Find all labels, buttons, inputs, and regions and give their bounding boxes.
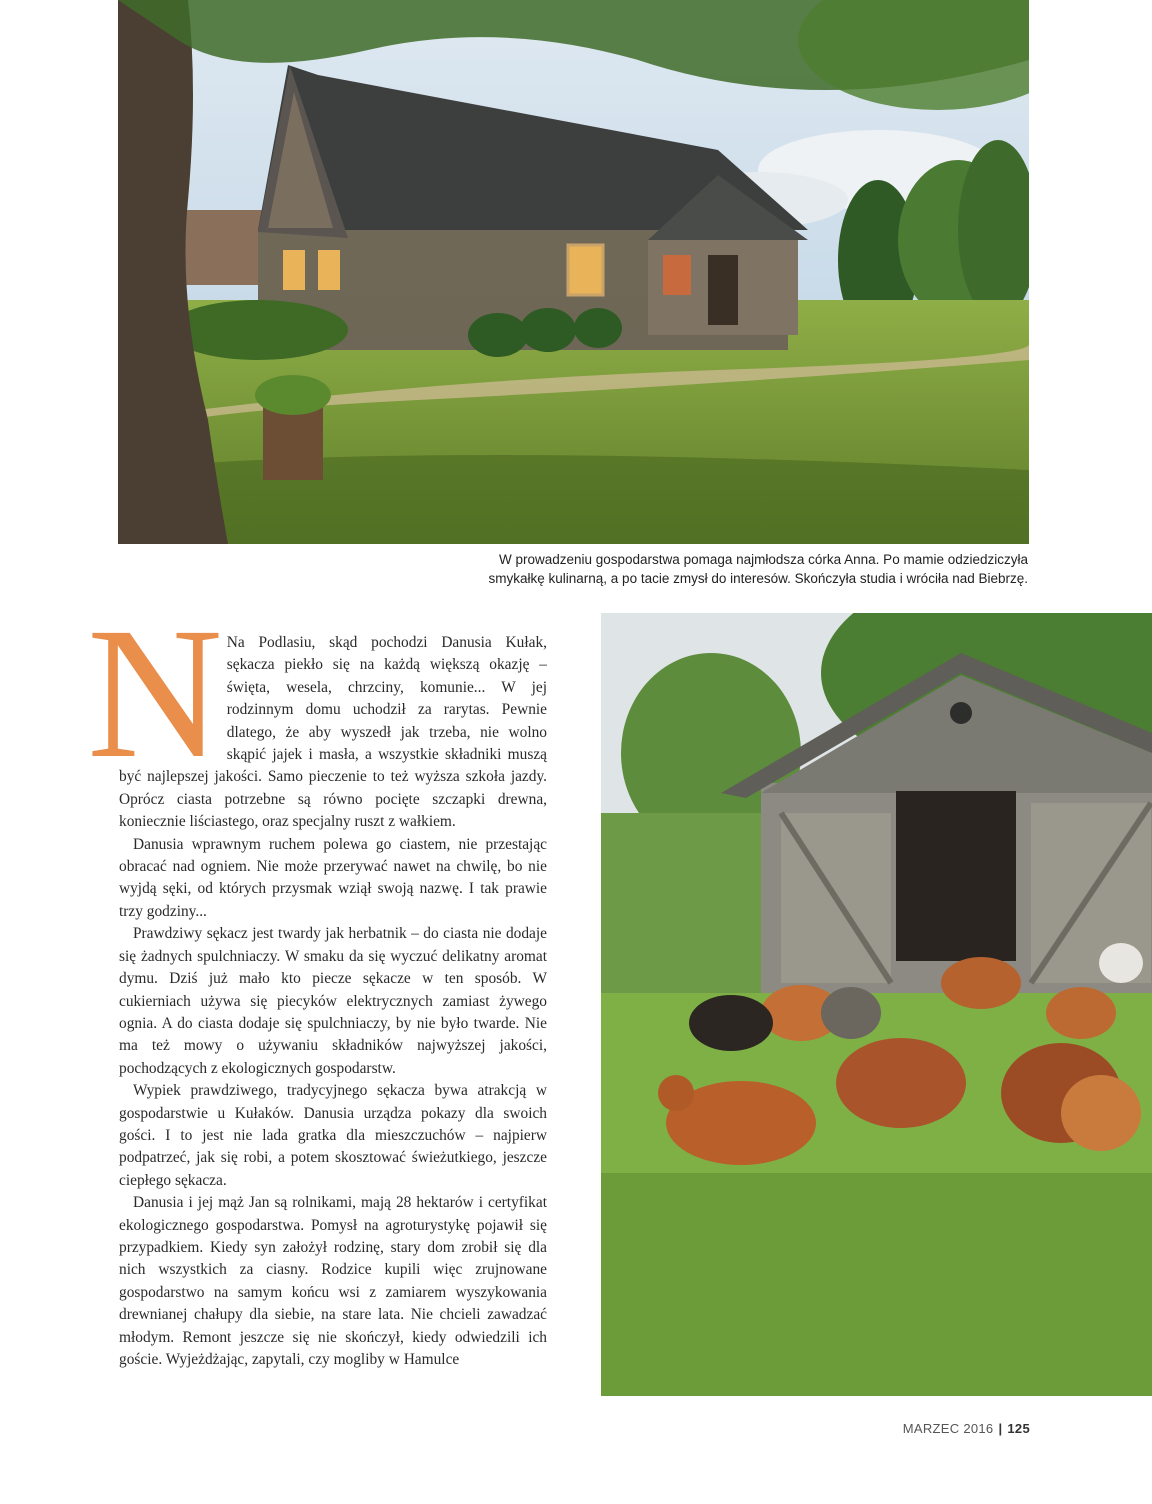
photo-caption	[388, 550, 1028, 588]
article-paragraph: Na Podlasiu, skąd pochodzi Danusia Kułak, sękacza piekło się na każdą większą okazję – święta, wesela, chrzciny, komunie... W jej rodzinnym domu uchodził za rarytas. Pewnie dlatego, że aby wyszedł jak trzeba, nie wolno skąpić jajek i masła, a wszystkie składniki muszą być najlepszej jakości. Samo pieczenie to też wyższa szkoła jazdy. Oprócz ciasta potrzebne są równo pocięte szczapki drewna, koniecznie liściastego, oraz specjalny ruszt z wałkiem.	[119, 634, 547, 831]
page-number: 125	[1007, 1421, 1030, 1436]
article-paragraph: Danusia wprawnym ruchem polewa go ciastem, nie przestając obracać nad ogniem. Nie może przerywać nawet na chwilę, bo nie wyjdą sęki, od których przysmak wziął swoją nazwę. I tak prawie trzy godziny...	[119, 835, 547, 920]
page-folio	[903, 1421, 1030, 1436]
article-paragraph: Wypiek prawdziwego, tradycyjnego sękacza bywa atrakcją w gospodarstwie u Kułaków. Danusia urządza pokazy dla swoich gości. I to jest nie lada gratka dla mieszczuchów – najpierw podpatrzeć, jak się robi, a potem skosztować świeżutkiego, jeszcze ciepłego sękacza.	[119, 1082, 547, 1189]
article-paragraph: Prawdziwy sękacz jest twardy jak herbatnik – do ciasta nie dodaje się żadnych spulchniaczy. W smaku da się wyczuć delikatny aromat dymu. Dziś już mało kto piecze sękacze w ten sposób. W cukierniach używa się piecyków elektrycznych zamiast żywego ognia. A do ciasta dodaje się spulchniaczy, by nie było twarde. Nie ma też mowy o używaniu składników najwyższej jakości, pochodzących z ekologicznych gospodarstw.	[119, 925, 547, 1077]
article-body	[87, 588, 547, 1371]
farmhouse-photo	[118, 0, 1029, 544]
article-paragraph: Danusia i jej mąż Jan są rolnikami, mają 28 hektarów i certyfikat ekologicznego gospodarstwa. Pomysł na agroturystykę pojawił się przypadkiem. Kiedy syn założył rodzinę, stary dom zrobił się dla nich wszystkich za ciasny. Rodzice kupili więc zrujnowane gospodarstwo na samym końcu wsi z zamiarem wyszykowania drewnianej chałupy dla siebie, na stare lata. Nie chcieli zawadzać młodym. Remont jeszcze się nie skończył, kiedy odwiedzili ich goście. Wyjeżdżając, zapytali, czy mogliby w Hamulce	[119, 1194, 547, 1368]
issue-date: MARZEC 2016	[902, 1421, 994, 1436]
drop-cap: N	[87, 588, 223, 797]
caption-line-1: W prowadzeniu gospodarstwa pomaga najmłodsza córka Anna. Po mamie odziedziczyła	[498, 552, 1028, 567]
caption-line-2: smykałkę kulinarną, a po tacie zmysł do interesów. Skończyła studia i wróciła nad Biebrzę.	[488, 571, 1028, 586]
chickens-photo	[601, 613, 1152, 1396]
folio-separator: |	[998, 1421, 1003, 1436]
